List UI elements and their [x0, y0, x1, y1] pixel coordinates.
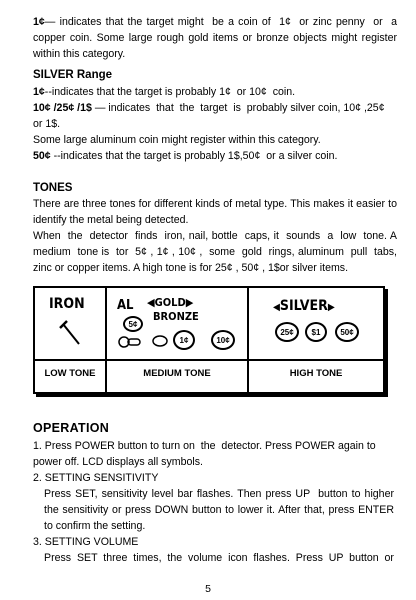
bronze-label: BRONZE [153, 310, 199, 323]
silver-line-1 [33, 84, 397, 100]
page-number: 5 [205, 583, 211, 595]
tones-paragraph-1: There are three tones for different kinds of metal type. This makes it easier to identify the metal being detected. [33, 198, 400, 226]
silver-code-2: 10¢ /25¢ /1$ [33, 102, 92, 114]
coin-25-cent: 25¢ [275, 322, 299, 342]
silver-code-4: 50¢ [33, 150, 51, 162]
silver-line-2 [33, 100, 397, 132]
coin-1-dollar: $1 [305, 322, 327, 342]
operation-heading: OPERATION [33, 421, 110, 435]
ring-icon [151, 334, 169, 348]
silver-code-1: 1¢ [33, 86, 45, 98]
coin-1-cent: 1¢ [173, 330, 195, 350]
arrow-right-icon: ▶ [185, 296, 194, 309]
al-label: AL [117, 298, 134, 313]
silver-text-2: — indicates that the target is probably silver coin, 10¢ ,25¢ or 1$. [33, 102, 391, 130]
sound-waves-right-icon: ▶ [327, 302, 335, 313]
medium-tone-label: MEDIUM TONE [143, 368, 211, 379]
operation-item-2-text: Press SET, sensitivity level bar flashes. Then press UP button to higher the sensitivity or press DOWN button to lower it. After that, press ENTER to confirm the setting. [44, 488, 397, 532]
nail-icon [59, 320, 83, 348]
sound-waves-left-icon: ◀ [273, 302, 280, 313]
tones-table [33, 286, 385, 394]
arrow-left-icon: ◀ [147, 296, 155, 309]
code-1-cent: 1¢ [33, 16, 45, 28]
silver-label: ◀SILVER▶ [273, 298, 335, 314]
operation-item-1: 1. Press POWER button to turn on the detector. Press POWER again to power off. LCD displays all symbols. [33, 440, 379, 468]
silver-text-1: --indicates that the target is probably 1¢ or 10¢ coin. [44, 86, 296, 98]
pull-tab-icon [117, 333, 143, 349]
low-tone-label: LOW TONE [44, 368, 96, 379]
copper-range-text: — indicates that the target might be a coin of 1¢ or zinc penny or a copper coin. Some large rough gold items or bronze objects might register within this category. [33, 16, 400, 60]
coin-10-cent: 10¢ [211, 330, 235, 350]
operation-item-3-title: 3. SETTING VOLUME [33, 536, 139, 548]
operation-item-2-title: 2. SETTING SENSITIVITY [33, 472, 159, 484]
tones-heading: TONES [33, 182, 73, 194]
silver-line-3: Some large aluminum coin might register within this category. [33, 134, 321, 146]
high-tone-label: HIGH TONE [289, 368, 343, 379]
operation-item-3-text: Press SET three times, the volume icon flashes. Press UP button or [44, 552, 394, 564]
silver-text-4: --indicates that the target is probably 1$,50¢ or a silver coin. [50, 150, 338, 162]
coin-5-cent: 5¢ [123, 316, 143, 332]
silver-line-4 [33, 148, 397, 164]
gold-label: ◀GOLD▶ [147, 296, 194, 309]
tones-paragraph-2: When the detector finds iron, nail, bottle caps, it sounds a low tone. A medium tone is tor 5¢ , 1¢ , 10¢ , some gold rings, aluminum pull tabs, zinc or copper items. A high tone is for 25¢ , 50¢ , 1$or silver items. [33, 230, 400, 274]
iron-label: IRON [49, 296, 85, 312]
silver-range-heading: SILVER Range [33, 69, 113, 81]
copper-range-paragraph [33, 14, 400, 62]
coin-50-cent: 50¢ [335, 322, 359, 342]
